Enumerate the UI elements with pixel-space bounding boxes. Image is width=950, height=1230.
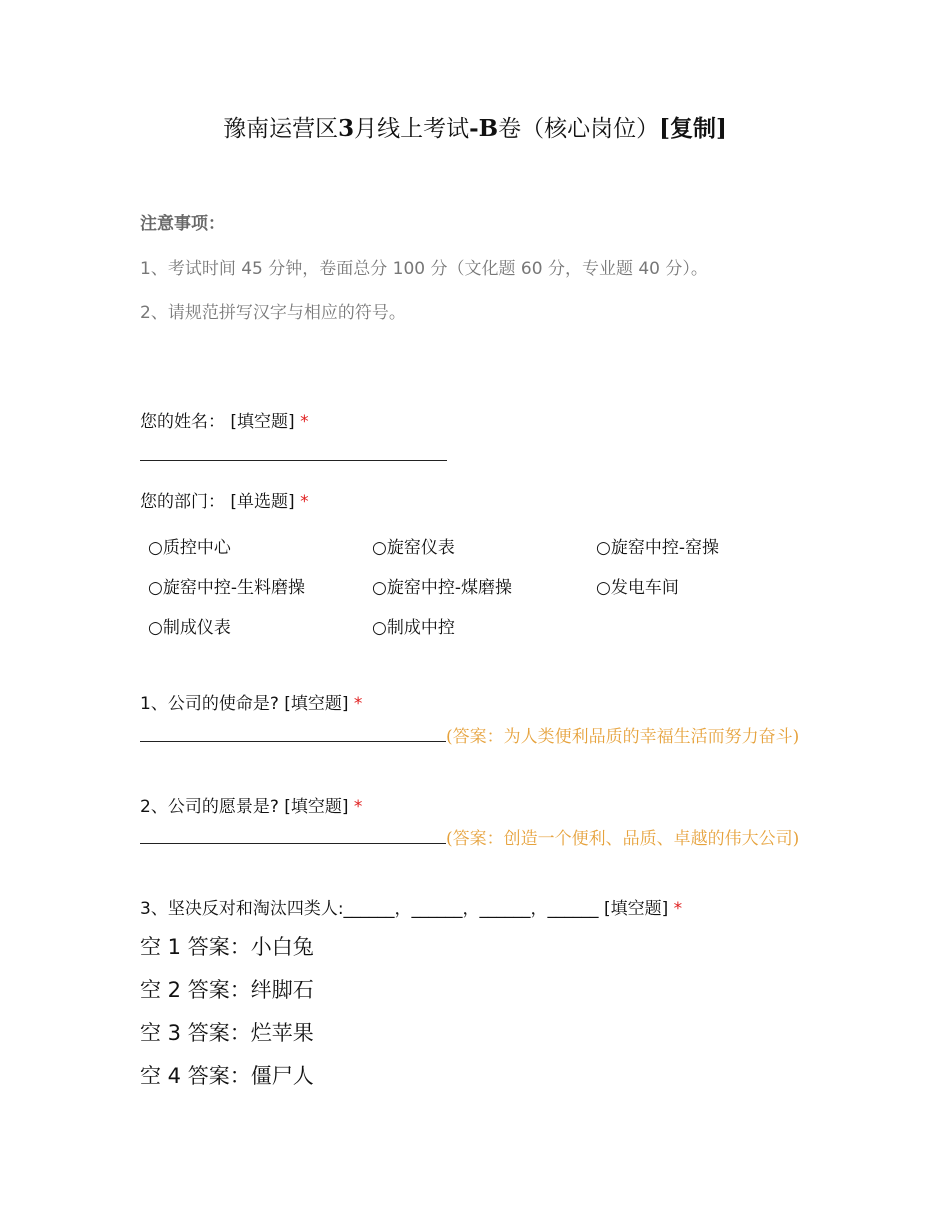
question-type: [单选题] [230,492,295,512]
notes-heading: 注意事项： [140,214,225,234]
question-label: 3、坚决反对和淘汰四类人:______，______，______，______ [140,899,599,919]
blank-answer: 空 3 答案：烂苹果 [140,1021,314,1045]
question-label: 您的部门： [140,492,225,512]
blank-answer: 空 1 答案：小白兔 [140,935,314,959]
title-version: -B [469,115,499,142]
dept-option[interactable]: ○制成仪表 [148,618,231,638]
dept-option[interactable]: ○旋窑仪表 [372,538,455,558]
question-type: [填空题] [230,412,295,432]
required-mark: * [300,492,309,512]
required-mark: * [673,899,683,919]
dept-option[interactable]: ○质控中心 [148,538,231,558]
dept-option[interactable]: ○旋窑中控-生料磨操 [148,578,305,598]
dept-option[interactable]: ○旋窑中控-窑操 [596,538,719,558]
required-mark: * [300,412,309,432]
answer-text: (答案：为人类便利品质的幸福生活而努力奋斗) [446,727,800,747]
title-text-3: 卷（核心岗位） [498,116,660,142]
question-label: 1、公司的使命是? [140,694,279,714]
question-type: [填空题] [284,694,349,714]
question-1 [140,689,362,714]
dept-option[interactable]: ○制成中控 [372,618,455,638]
question-label: 您的姓名： [140,412,225,432]
title-text: 豫南运营区 [223,116,339,142]
required-mark: * [353,797,363,817]
answer-text: (答案：创造一个便利、品质、卓越的伟大公司) [446,829,800,849]
page-title [0,110,950,143]
q1-input-line[interactable] [140,725,446,742]
copy-tag: [复制] [659,115,727,142]
dept-option[interactable]: ○发电车间 [596,578,679,598]
name-question [140,407,309,432]
q1-answer [140,725,820,748]
name-input-line[interactable] [140,460,447,461]
question-type: [填空题] [603,899,669,919]
question-type: [填空题] [284,797,349,817]
title-text-2: 月线上考试 [354,116,470,142]
dept-question [140,487,309,512]
q2-input-line[interactable] [140,827,446,844]
question-2 [140,792,362,817]
note-item: 1、考试时间 45 分钟，卷面总分 100 分（文化题 60 分，专业题 40 分）。 [140,259,708,279]
dept-option[interactable]: ○旋窑中控-煤磨操 [372,578,512,598]
required-mark: * [353,694,363,714]
title-month-number: 3 [338,115,355,142]
q2-answer [140,827,820,850]
question-3 [140,894,682,919]
question-label: 2、公司的愿景是? [140,797,279,817]
blank-answer: 空 4 答案：僵尸人 [140,1064,314,1088]
note-item: 2、请规范拼写汉字与相应的符号。 [140,303,406,323]
blank-answer: 空 2 答案：绊脚石 [140,978,314,1002]
